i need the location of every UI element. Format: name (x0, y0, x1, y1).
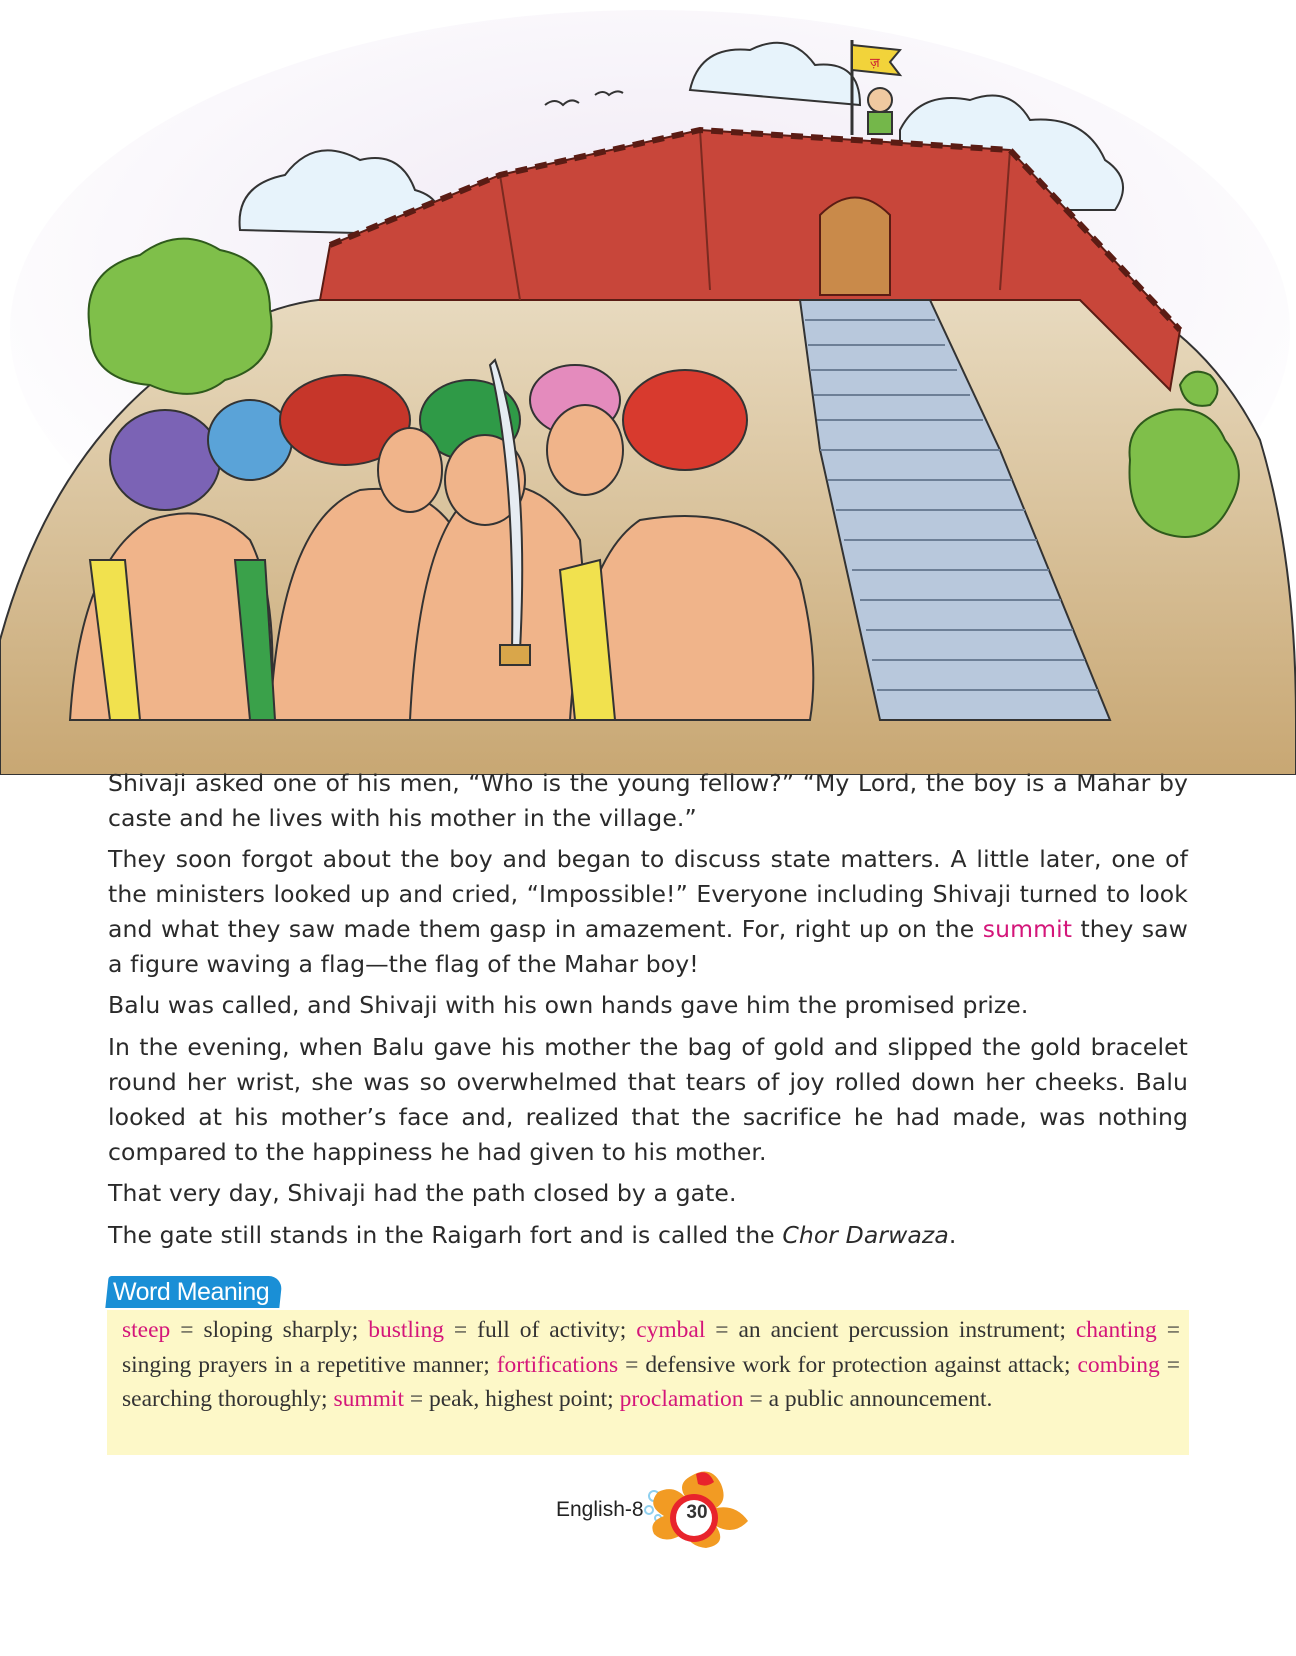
soldiers (70, 360, 813, 720)
paragraph-text: They soon forgot about the boy and began to discuss state matters. A little later, one of the ministers looked up and cried, “Impossible!” Everyone including Shivaji turned to look and what they saw made them gasp in amazement. For, right up on the (108, 845, 1188, 943)
page-number: 30 (686, 1502, 708, 1523)
story-paragraph-2 (108, 842, 1188, 982)
glossary-meaning: = a public announcement. (743, 1386, 993, 1412)
glossary-word: cymbal (636, 1317, 706, 1343)
story-paragraph-6 (108, 1218, 1188, 1253)
italic-name: Chor Darwaza (782, 1221, 949, 1249)
glossary-word: chanting (1075, 1317, 1157, 1343)
glossary-word: fortifications (496, 1351, 619, 1378)
book-title: English-8 (556, 1498, 644, 1521)
glossary-meaning: = an ancient percussion instrument; (705, 1317, 1076, 1343)
paragraph: Balu was called, and Shivaji with his own hands gave him the promised prize. (108, 991, 1029, 1019)
paragraph: That very day, Shivaji had the path closed by a gate. (108, 1179, 737, 1207)
glossary-meaning: = full of activity; (443, 1317, 637, 1343)
paragraph (108, 1218, 1188, 1253)
word-meaning-title: Word Meaning (105, 1276, 282, 1308)
highlighted-word: summit (982, 915, 1073, 943)
glossary-meaning: = peak, highest point; (403, 1386, 620, 1412)
glossary-meaning: = searching thoroughly; (122, 1351, 1180, 1412)
story-illustration (0, 0, 1296, 775)
glossary-meaning: = sloping sharply; (170, 1317, 369, 1343)
paragraph-text: . (948, 1221, 957, 1249)
glossary-word: proclamation (619, 1386, 744, 1412)
story-paragraph-5 (108, 1176, 1188, 1211)
paragraph (108, 842, 1188, 982)
glossary-meaning: = defensive work for protection against attack; (618, 1351, 1078, 1378)
glossary-meaning: = singing prayers in a repetitive manner; (122, 1317, 1180, 1378)
story-paragraph-1 (108, 766, 1188, 836)
glossary-word: combing (1077, 1351, 1160, 1378)
story-paragraph-3 (108, 988, 1188, 1023)
glossary-word: steep (122, 1317, 171, 1343)
word-meaning-text (122, 1313, 1180, 1417)
paragraph: Shivaji asked one of his men, “Who is the young fellow?” “My Lord, the boy is a Mahar by caste and he lives with his mother in the village.” (108, 769, 1188, 832)
glossary-word: summit (333, 1386, 404, 1412)
paragraph-text: The gate still stands in the Raigarh fort and is called the (108, 1221, 783, 1249)
story-paragraph-4 (108, 1030, 1188, 1170)
paragraph-text: they saw a figure waving a flag—the flag of the Mahar boy! (108, 915, 1188, 978)
glossary-word: bustling (368, 1317, 444, 1343)
flag-emblem: ज़ (870, 56, 880, 71)
paragraph: In the evening, when Balu gave his mother the bag of gold and slipped the gold bracelet round her wrist, she was so overwhelmed that tears of joy rolled down her cheeks. Balu looked at his mother’s face and, realized that the sacrifice he had made, was nothing compared to the happiness he had given to his mother. (108, 1033, 1188, 1166)
